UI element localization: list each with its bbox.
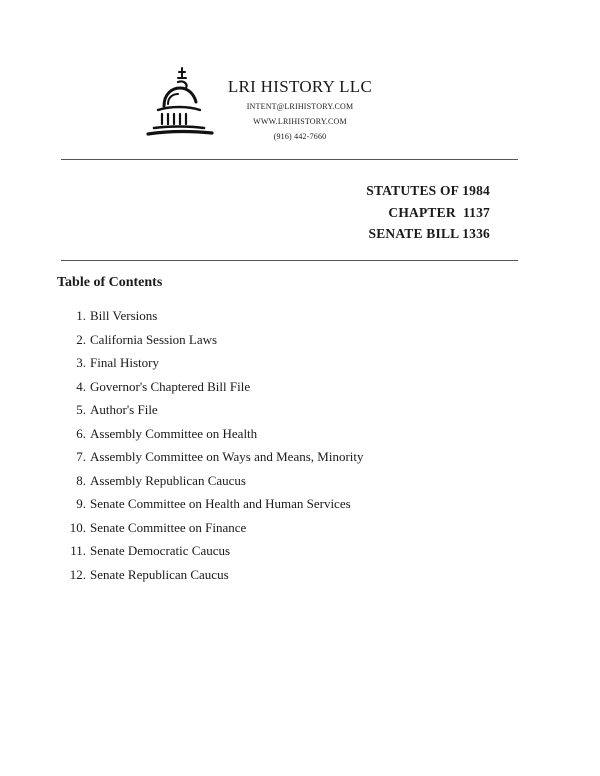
toc-item: 3. Final History [76,355,159,370]
toc-title: Table of Contents [57,275,163,290]
toc-item: 2. California Session Laws [76,331,218,347]
toc-item-label: Bill Versions [90,308,158,323]
company-phone: (916) 442-7660 [273,132,327,141]
toc-item-label: California Session Laws [90,331,218,347]
toc-item: 6. Assembly Committee on Health [76,425,258,441]
company-website: WWW.LRIHISTORY.COM [253,117,347,126]
toc-item: 12. Senate Republican Caucus [69,566,229,582]
company-email: INTENT@LRIHISTORY.COM [246,102,354,111]
toc-item-label: Senate Republican Caucus [90,566,229,582]
statute-bill: SENATE BILL 1336 [368,226,490,241]
toc-item: 11. Senate Democratic Caucus [70,543,231,558]
toc-list [60,306,364,588]
toc-item-label: Senate Democratic Caucus [90,543,231,558]
toc-item-label: Assembly Committee on Health [90,425,258,441]
toc-item: 7. Assembly Committee on Ways and Means, Minority [76,449,364,464]
statute-year: STATUTES OF 1984 [366,183,490,198]
toc-item: 10. Senate Committee on Finance [69,519,247,535]
toc-item: 4. Governor's Chaptered Bill File [76,378,251,394]
header-divider [61,159,518,160]
toc-item: 8. Assembly Republican Caucus [76,472,246,488]
toc-item-label: Final History [90,355,159,370]
toc-item: 1. Bill Versions [76,308,158,323]
toc-item-label: Senate Committee on Finance [90,519,247,535]
toc-item-label: Assembly Republican Caucus [90,472,246,488]
toc-item-label: Assembly Committee on Ways and Means, Minority [90,449,364,464]
toc-item: 5. Author's File [76,402,158,417]
toc-item-label: Author's File [90,402,158,417]
toc-item-label: Senate Committee on Health and Human Services [90,496,351,511]
statute-divider [61,260,518,261]
toc-item: 9. Senate Committee on Health and Human Services [76,496,351,511]
company-header [200,76,400,144]
company-name: LRI HISTORY LLC [227,77,373,96]
toc-item-label: Governor's Chaptered Bill File [90,378,251,394]
statute-chapter: CHAPTER 1137 [388,204,490,220]
statute-block [366,180,490,245]
